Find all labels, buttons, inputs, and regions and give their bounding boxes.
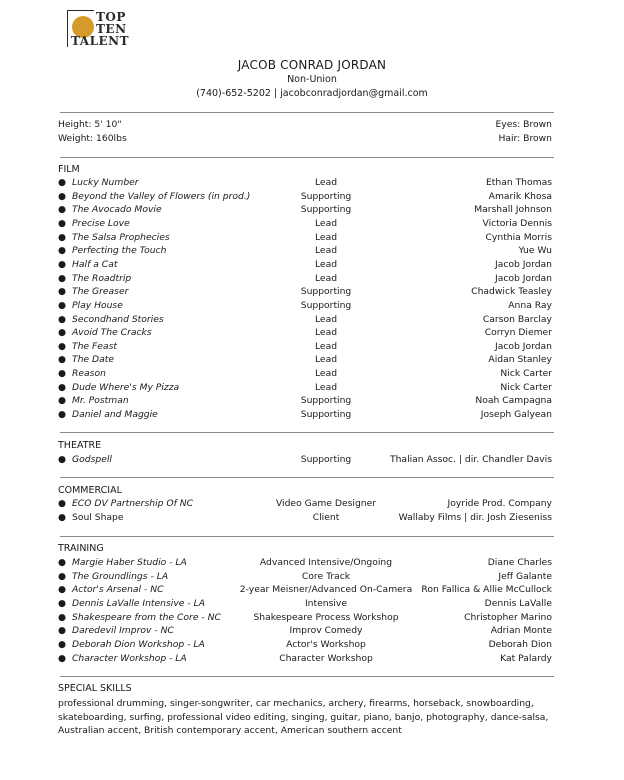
film-title: Reason <box>72 368 106 380</box>
film-role: Supporting <box>300 409 352 421</box>
divider <box>60 536 554 537</box>
film-role: Lead <box>314 368 338 380</box>
film-role: Lead <box>314 381 338 393</box>
film-director: Marshall Johnson <box>474 204 552 216</box>
film-title: The Salsa Prophecies <box>72 231 170 243</box>
film-role: Lead <box>314 177 338 188</box>
training-director: Diane Charles <box>487 557 552 568</box>
bullet-icon: ● <box>58 498 67 509</box>
contact-info: (740)-652-5202 | jacobconradjordan@gmail.com <box>196 88 428 99</box>
film-row <box>58 300 552 313</box>
film-director: Nick Carter <box>500 368 552 380</box>
commercial-director: Joyride Prod. Company <box>447 498 552 509</box>
commercial-title: Soul Shape <box>72 511 124 523</box>
film-director: Ethan Thomas <box>485 177 552 188</box>
bullet-icon: ● <box>58 611 67 623</box>
logo-text <box>70 11 129 47</box>
film-heading: FILM <box>58 164 80 175</box>
film-title: The Date <box>72 354 114 366</box>
training-director: Christopher Marino <box>464 611 552 623</box>
film-role: Supporting <box>300 204 352 216</box>
training-row <box>58 625 552 638</box>
training-title: Daredevil Improv - NC <box>72 625 174 637</box>
training-role: Actor's Workshop <box>286 638 366 650</box>
film-row <box>58 395 552 408</box>
bullet-icon: ● <box>58 395 67 407</box>
training-title: Margie Haber Studio - LA <box>72 557 187 568</box>
bullet-icon: ● <box>58 597 67 609</box>
training-role: Shakespeare Process Workshop <box>253 611 399 623</box>
film-title: Secondhand Stories <box>72 313 164 325</box>
bullet-icon: ● <box>58 190 67 202</box>
training-role: Core Track <box>301 570 351 582</box>
training-role: Character Workshop <box>279 652 373 664</box>
bullet-icon: ● <box>58 286 67 298</box>
film-row <box>58 368 552 381</box>
film-director: Jacob Jordan <box>495 340 552 352</box>
bullet-icon: ● <box>58 245 67 257</box>
film-role: Supporting <box>300 395 352 407</box>
film-role: Supporting <box>300 299 352 311</box>
skills-heading: SPECIAL SKILLS <box>58 683 132 694</box>
training-row <box>58 584 552 597</box>
film-title: The Feast <box>72 340 117 352</box>
logo-line-3: TALENT <box>71 34 130 48</box>
film-title: Lucky Number <box>72 177 139 188</box>
training-role: 2-year Meisner/Advanced On-Camera <box>239 584 413 596</box>
film-row <box>58 286 552 299</box>
training-director: Dennis LaValle <box>484 597 552 609</box>
film-title: Precise Love <box>72 217 130 229</box>
film-director: Joseph Galyean <box>480 409 552 421</box>
training-director: Deborah Dion <box>488 638 552 650</box>
film-row <box>58 218 552 231</box>
logo-line-1: TOP <box>96 10 126 24</box>
training-role: Advanced Intensive/Ongoing <box>259 557 393 568</box>
bullet-icon: ● <box>58 299 67 311</box>
film-title: The Roadtrip <box>72 272 132 284</box>
film-director: Nick Carter <box>500 381 552 393</box>
film-role: Lead <box>314 313 338 325</box>
bullet-icon: ● <box>58 340 67 352</box>
theatre-heading: THEATRE <box>58 440 102 451</box>
film-row <box>58 314 552 327</box>
training-title: The Groundlings - LA <box>72 570 169 582</box>
bullet-icon: ● <box>58 354 67 366</box>
training-row <box>58 598 552 611</box>
film-director: Chadwick Teasley <box>471 286 552 298</box>
bullet-icon: ● <box>58 313 67 325</box>
bullet-icon: ● <box>58 177 67 188</box>
commercial-role: Video Game Designer <box>275 498 377 509</box>
film-row <box>58 232 552 245</box>
film-title: The Greaser <box>72 286 129 298</box>
film-row <box>58 327 552 340</box>
commercial-heading: COMMERCIAL <box>58 485 122 496</box>
bullet-icon: ● <box>58 204 67 216</box>
training-row <box>58 612 552 625</box>
logo-line-2: TEN <box>96 22 127 36</box>
bullet-icon: ● <box>58 258 67 270</box>
bullet-icon: ● <box>58 217 67 229</box>
skills-text: professional drumming, singer-songwriter, car mechanics, archery, firearms, horseback, snowboarding, skateboarding, surfing, professional video editing, singing, guitar, piano, banjo, photography, dance-salsa, Australian accent, British contemporary accent, American southern accent <box>58 698 549 737</box>
divider <box>60 112 554 113</box>
bullet-icon: ● <box>58 327 67 339</box>
film-role: Lead <box>314 245 338 257</box>
film-row <box>58 204 552 217</box>
film-title: Play House <box>72 299 123 311</box>
bullet-icon: ● <box>58 625 67 637</box>
divider <box>60 676 554 677</box>
film-director: Amarik Khosa <box>488 190 552 202</box>
union-status: Non-Union <box>287 74 337 85</box>
bullet-icon: ● <box>58 381 67 393</box>
film-row <box>58 191 552 204</box>
film-role: Lead <box>314 272 338 284</box>
film-title: Daniel and Maggie <box>72 409 158 421</box>
stats-row-1 <box>58 119 552 132</box>
film-row <box>58 273 552 286</box>
actor-name: JACOB CONRAD JORDAN <box>237 58 387 72</box>
film-row <box>58 382 552 395</box>
bullet-icon: ● <box>58 638 67 650</box>
divider <box>60 157 554 158</box>
film-title: Beyond the Valley of Flowers (in prod.) <box>72 190 251 202</box>
film-director: Corryn Diemer <box>484 327 552 339</box>
theatre-director: Thalian Assoc. | dir. Chandler Davis <box>390 454 552 465</box>
training-director: Jeff Galante <box>498 570 552 582</box>
film-role: Lead <box>314 231 338 243</box>
bullet-icon: ● <box>58 570 67 582</box>
agency-logo <box>67 10 145 50</box>
training-title: Shakespeare from the Core - NC <box>72 611 221 623</box>
film-row <box>58 245 552 258</box>
film-director: Cynthia Morris <box>485 231 552 243</box>
commercial-title: ECO DV Partnership Of NC <box>72 498 194 509</box>
film-director: Yue Wu <box>518 245 552 257</box>
bullet-icon: ● <box>58 511 67 523</box>
commercial-row <box>58 498 552 511</box>
training-title: Dennis LaValle Intensive - LA <box>72 597 205 609</box>
film-title: Perfecting the Touch <box>72 245 167 257</box>
film-title: Dude Where's My Pizza <box>72 381 180 393</box>
commercial-director: Wallaby Films | dir. Josh Zieseniss <box>398 511 552 523</box>
film-role: Lead <box>314 258 338 270</box>
film-role: Supporting <box>300 286 352 298</box>
bullet-icon: ● <box>58 272 67 284</box>
film-director: Aidan Stanley <box>488 354 552 366</box>
divider <box>60 477 554 478</box>
film-role: Lead <box>314 217 338 229</box>
bullet-icon: ● <box>58 652 67 664</box>
bullet-icon: ● <box>58 454 67 465</box>
training-row <box>58 557 552 570</box>
commercial-role: Client <box>312 511 340 523</box>
bullet-icon: ● <box>58 557 67 568</box>
film-director: Victoria Dennis <box>482 217 552 229</box>
training-title: Actor's Arsenal - NC <box>72 584 164 596</box>
film-director: Jacob Jordan <box>495 258 552 270</box>
bullet-icon: ● <box>58 231 67 243</box>
theatre-title: Godspell <box>72 454 112 465</box>
weight-value: Weight: 160lbs <box>58 133 127 144</box>
training-director: Kat Palardy <box>500 652 552 664</box>
bullet-icon: ● <box>58 584 67 596</box>
training-row <box>58 571 552 584</box>
film-director: Anna Ray <box>508 299 552 311</box>
bullet-icon: ● <box>58 368 67 380</box>
film-row <box>58 409 552 422</box>
training-role: Improv Comedy <box>289 625 363 637</box>
film-role: Lead <box>314 354 338 366</box>
training-row <box>58 653 552 666</box>
hair-value: Hair: Brown <box>498 133 552 144</box>
theatre-role: Supporting <box>300 454 352 465</box>
training-heading: TRAINING <box>58 543 104 554</box>
eyes-value: Eyes: Brown <box>495 119 552 130</box>
training-director: Ron Fallica & Allie McCullock <box>421 584 552 596</box>
film-title: The Avocado Movie <box>72 204 162 216</box>
film-row <box>58 354 552 367</box>
theatre-row <box>58 454 552 467</box>
film-director: Carson Barclay <box>482 313 552 325</box>
film-title: Avoid The Cracks <box>72 327 152 339</box>
commercial-row <box>58 512 552 525</box>
film-role: Supporting <box>300 190 352 202</box>
training-role: Intensive <box>304 597 348 609</box>
training-title: Deborah Dion Workshop - LA <box>72 638 205 650</box>
training-title: Character Workshop - LA <box>72 652 187 664</box>
stats-row-2 <box>58 133 552 146</box>
film-title: Mr. Postman <box>72 395 129 407</box>
film-director: Jacob Jordan <box>495 272 552 284</box>
divider <box>60 432 554 433</box>
height-value: Height: 5' 10" <box>58 119 122 130</box>
film-row <box>58 341 552 354</box>
film-director: Noah Campagna <box>475 395 552 407</box>
film-title: Half a Cat <box>72 258 118 270</box>
film-row <box>58 177 552 190</box>
training-director: Adrian Monte <box>490 625 552 637</box>
bullet-icon: ● <box>58 409 67 421</box>
film-role: Lead <box>314 327 338 339</box>
film-row <box>58 259 552 272</box>
training-row <box>58 639 552 652</box>
film-role: Lead <box>314 340 338 352</box>
